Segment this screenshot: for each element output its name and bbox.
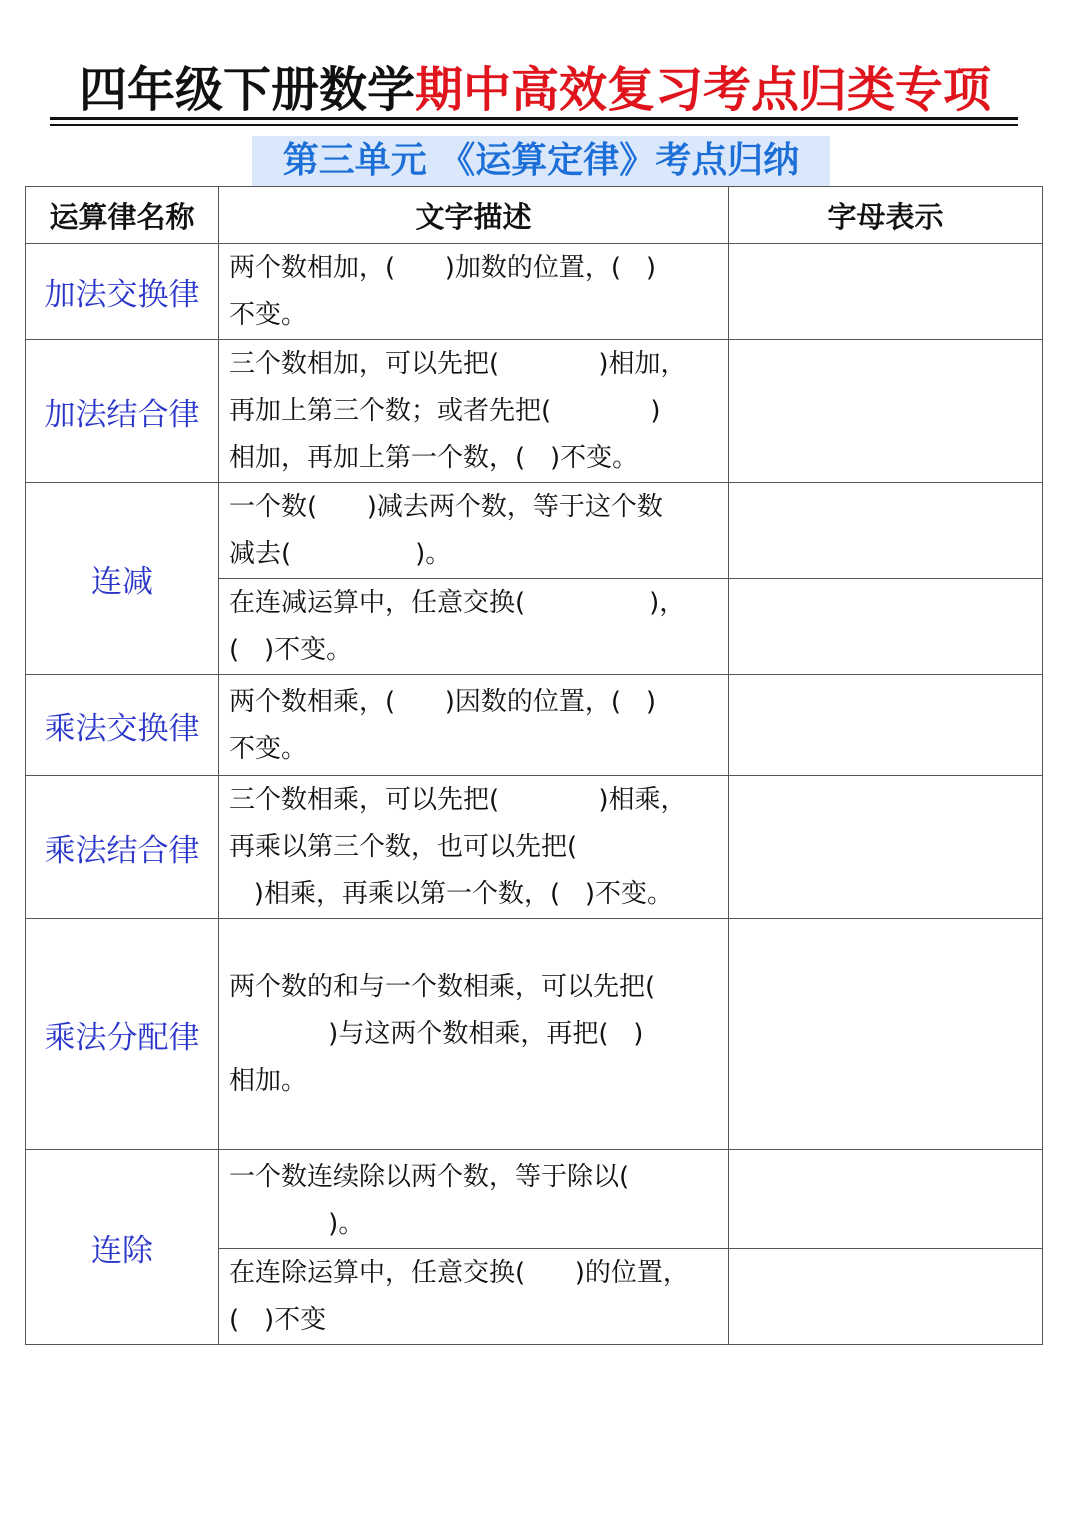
- description-line: 三个数相乘，可以先把( )相乘，: [229, 785, 687, 815]
- rule-description: [219, 776, 729, 919]
- description-line: 在连除运算中，任意交换( )的位置，: [229, 1258, 689, 1288]
- description-line: 再乘以第三个数，也可以先把(: [229, 832, 578, 862]
- rules-table: [25, 186, 1043, 1345]
- rule-description: [219, 675, 729, 776]
- rule-name: 连减: [26, 483, 219, 675]
- letter-form-blank[interactable]: [729, 675, 1043, 776]
- rule-description: [219, 919, 729, 1150]
- description-line: 三个数相加，可以先把( )相加，: [229, 349, 687, 379]
- rule-description: [219, 1150, 729, 1249]
- description-line: )。: [229, 1209, 365, 1239]
- table-row: [26, 1150, 1043, 1249]
- letter-form-blank[interactable]: [729, 340, 1043, 483]
- description-line: 相加。: [229, 1066, 308, 1096]
- rule-description: [219, 579, 729, 675]
- description-line: )与这两个数相乘，再把( ): [229, 1019, 644, 1049]
- header-letter-form: 字母表示: [729, 187, 1043, 244]
- description-line: 一个数连续除以两个数，等于除以(: [229, 1162, 630, 1192]
- rule-description: [219, 340, 729, 483]
- description-line: 再加上第三个数；或者先把( ): [229, 396, 661, 426]
- title-double-underline: [50, 117, 1018, 126]
- letter-form-blank[interactable]: [729, 483, 1043, 579]
- description-line: 减去( )。: [229, 539, 452, 569]
- description-line: 两个数相乘，( )因数的位置，( ): [229, 686, 656, 717]
- description-line: 不变。: [229, 733, 308, 764]
- rule-name: 乘法交换律: [26, 675, 219, 776]
- description-line: )相乘，再乘以第一个数，( )不变。: [229, 879, 674, 909]
- rule-description: [219, 483, 729, 579]
- page-title: [52, 58, 1018, 124]
- description-line: 不变。: [229, 300, 308, 330]
- table-row: [26, 919, 1043, 1150]
- rule-description: [219, 1249, 729, 1345]
- header-rule-name: 运算律名称: [26, 187, 219, 244]
- description-line: 一个数( )减去两个数，等于这个数: [229, 492, 663, 522]
- header-text-description: 文字描述: [219, 187, 729, 244]
- description-line: 两个数的和与一个数相乘，可以先把(: [229, 972, 656, 1002]
- rule-name: 乘法分配律: [26, 919, 219, 1150]
- unit-subtitle: 第三单元 《运算定律》考点归纳: [252, 136, 830, 186]
- rule-description: [219, 244, 729, 340]
- rule-name: 加法结合律: [26, 340, 219, 483]
- title-grade-part: 四年级下册数学: [78, 62, 415, 118]
- rule-name: 加法交换律: [26, 244, 219, 340]
- description-line: ( )不变。: [229, 635, 353, 665]
- table-row: [26, 675, 1043, 776]
- table-row: [26, 483, 1043, 579]
- table-header-row: [26, 187, 1043, 244]
- title-topic-part: 期中高效复习考点归类专项: [415, 62, 992, 118]
- description-line: ( )不变: [229, 1305, 327, 1335]
- table-row: [26, 244, 1043, 340]
- letter-form-blank[interactable]: [729, 1150, 1043, 1249]
- description-line: 两个数相加，( )加数的位置，( ): [229, 253, 656, 283]
- description-line: 在连减运算中，任意交换( )，: [229, 588, 686, 618]
- rule-name: 乘法结合律: [26, 776, 219, 919]
- letter-form-blank[interactable]: [729, 1249, 1043, 1345]
- table-row: [26, 340, 1043, 483]
- letter-form-blank[interactable]: [729, 244, 1043, 340]
- letter-form-blank[interactable]: [729, 776, 1043, 919]
- letter-form-blank[interactable]: [729, 919, 1043, 1150]
- description-line: 相加，再加上第一个数，( )不变。: [229, 443, 639, 473]
- rule-name: 连除: [26, 1150, 219, 1345]
- table-row: [26, 776, 1043, 919]
- letter-form-blank[interactable]: [729, 579, 1043, 675]
